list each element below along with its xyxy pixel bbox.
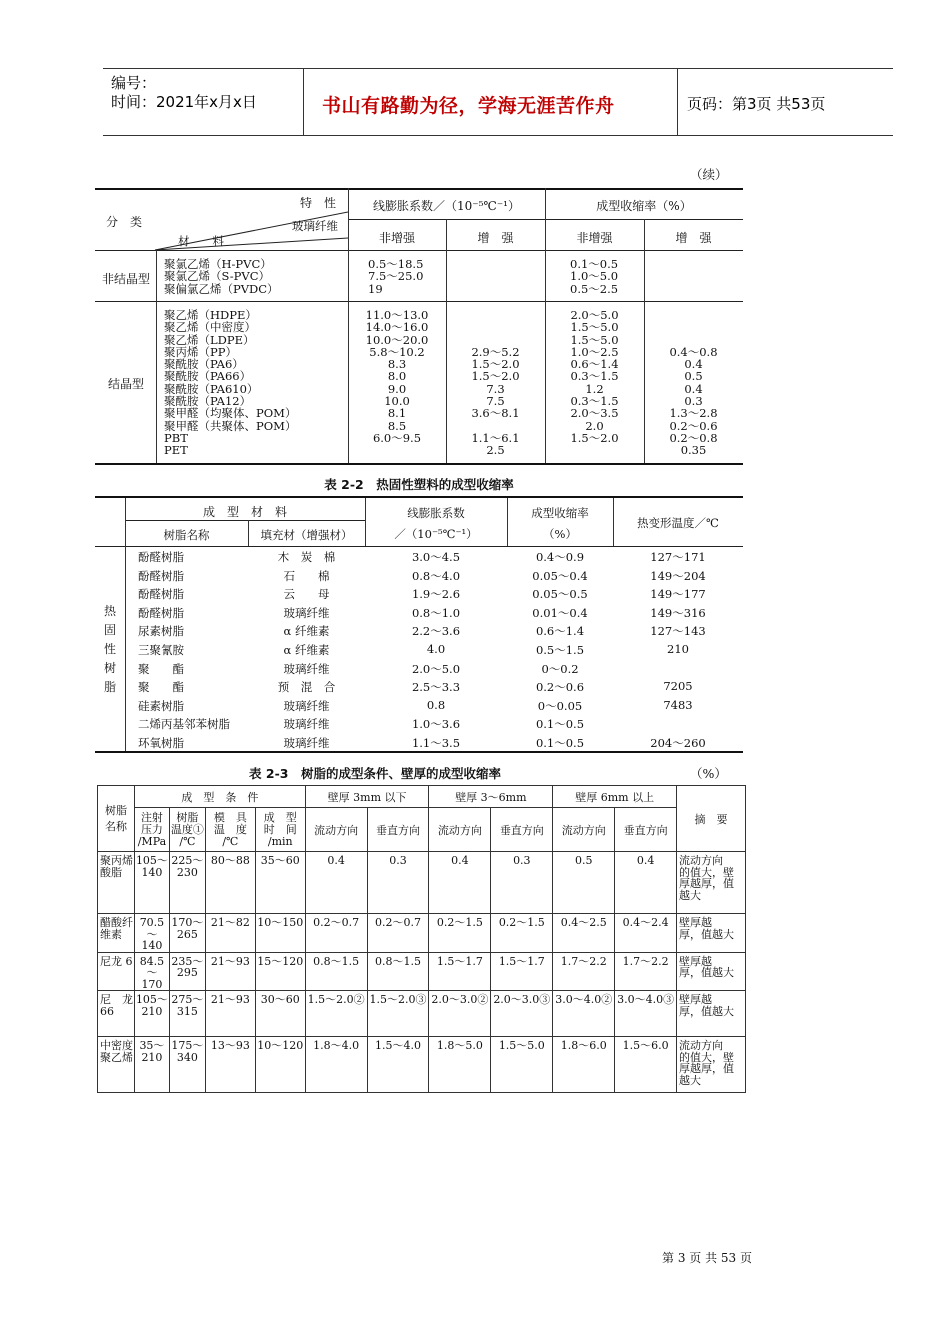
table2-cell-filler: α 纤维素 [283,643,330,657]
table2-cell-heat: 149～204 [650,568,706,583]
header-page-label: 页码：第3页 共53页 [687,95,826,113]
table3-cell-mtemp: 13～93 [205,1037,255,1093]
table3-cell-name: 尼龙 6 [98,952,135,991]
table3-h-flow-3: 流动方向 [553,808,615,852]
table2-cell-filler: 玻璃纤维 [283,698,330,713]
table2-cell-resin: 聚 酯 [138,680,184,695]
header-number-label: 编号： [111,74,157,92]
table2-cell-exp: 0.8～1.0 [411,605,461,620]
table2-cell-resin: 酚醛树脂 [138,550,184,564]
table1-corner-mid: 玻璃纤维 [292,219,338,233]
table2-cell-resin: 环氧树脂 [138,736,184,750]
table3-cell-f2: 2.0～3.0② [429,991,491,1037]
table1-corner-top: 特 性 [300,196,337,210]
table1-sub-exp-non: 非增强 [378,231,415,245]
table3-cell-f2: 0.4 [429,852,491,914]
table3-cell-p2: 1.5～5.0 [491,1037,553,1093]
table1-corner-left: 分 类 [106,215,143,229]
table1-materials-crystalline: 聚乙烯（HDPE） 聚乙烯（中密度） 聚乙烯（LDPE） 聚丙烯（PP） 聚酰胺（PA6） 聚酰胺（PA66） 聚酰胺（PA610） 聚酰胺（PA12） 聚甲醛（均聚体、POM） 聚甲醛（共聚体、POM） PBT PET [164,308,297,458]
table2-cell-shr: 0.05～0.4 [532,568,588,583]
table2-h-exp2: ／（10⁻⁵℃⁻¹） [394,527,478,541]
table1-group-rule [95,301,743,302]
table3-cell-time: 10～150 [255,914,305,953]
table2-h-exp1: 线膨胀系数 [407,506,465,520]
table-row [98,914,746,953]
header-time-label: 时间：2021年x月x日 [111,93,257,111]
table3-cell-f1: 1.8～4.0 [305,1037,367,1093]
table3-h-w3: 壁厚 6mm 以上 [553,786,677,808]
table2-cell-heat: 149～177 [650,587,706,602]
table2-caption: 表 2-2 热固性塑料的成型收缩率 [324,477,514,492]
table3-cell-f2: 0.2～1.5 [429,914,491,953]
table2-bottom-rule [95,751,743,753]
table2-cell-heat: 210 [667,642,689,656]
table2-cell-resin: 硅素树脂 [138,698,184,713]
table2-cell-filler: α 纤维素 [283,624,330,639]
table2-cell-filler: 玻璃纤维 [283,736,330,750]
table3-cell-rtemp: 275～ 315 [169,991,205,1037]
table3-cell-p1: 0.2～0.7 [367,914,429,953]
table3-body [98,852,746,1093]
table2-sub-rule [125,520,365,521]
table2-cell-resin: 酚醛树脂 [138,587,184,602]
table3-cell-f1: 1.5～2.0② [305,991,367,1037]
table2-cell-exp: 3.0～4.5 [411,550,461,564]
table3-cell-p3: 0.4 [615,852,677,914]
table3-cell-f3: 3.0～4.0② [553,991,615,1037]
table1-sub-exp-rein: 增 强 [477,231,514,245]
table2-header-rule [95,546,743,547]
table3-cell-name: 聚丙烯 酸脂 [98,852,135,914]
table3-cell-mtemp: 80～88 [205,852,255,914]
table1-shr-rein-crystalline: 0.4～0.8 0.4 0.5 0.4 0.3 1.3～2.8 0.2～0.6 0.2～0.8 0.35 [669,344,718,458]
table1-corner-bottom: 材 料 [178,234,224,248]
table2-cell-heat: 7483 [663,697,693,712]
header-top-rule [103,68,893,69]
table-row [98,1037,746,1093]
table3-cell-p3: 0.4～2.4 [615,914,677,953]
table3-h-pressure: 注射 压力 /MPa [134,808,169,852]
table3-h-w2: 壁厚 3～6mm [429,786,553,808]
table2-cell-heat: 127～143 [650,624,706,639]
table3-h-flow-1: 流动方向 [305,808,367,852]
table3-h-perp-1: 垂直方向 [367,808,429,852]
table1-shr-non-amorphous: 0.1～0.5 1.0～5.0 0.5～2.5 [570,257,619,296]
table2-cell-shr: 0.05～0.5 [532,587,588,602]
table-row [98,991,746,1037]
table3 [97,785,746,1093]
table2-h-material: 成 型 材 料 [202,505,287,519]
table2-cell-resin: 尿素树脂 [138,624,184,639]
header-motto: 书山有路勤为径，学海无涯苦作舟 [322,95,615,117]
table3-cell-time: 35～60 [255,852,305,914]
table3-cell-rtemp: 225～ 230 [169,852,205,914]
table2-cell-filler: 木 炭 棉 [277,550,336,564]
table3-cell-pressure: 70.5～ 140 [134,914,169,953]
footer-page: 第 3 页 共 53 页 [662,1251,752,1265]
table3-cell-p3: 1.5～6.0 [615,1037,677,1093]
table3-cell-p3: 1.7～2.2 [615,952,677,991]
table-row [98,852,746,914]
header-divider-1 [303,68,304,135]
table2-cell-exp: 1.1～3.5 [411,736,461,750]
table3-cell-name: 中密度 聚乙烯 [98,1037,135,1093]
table2-top-rule [95,496,743,498]
table3-cell-rtemp: 175～ 340 [169,1037,205,1093]
table2-cell-exp: 1.0～3.6 [411,717,461,732]
continued-label: （续） [690,167,728,182]
table2-cell-shr: 0.1～0.5 [535,717,585,732]
table2-cell-filler: 石 棉 [283,568,330,583]
table2-cell-shr: 0.5～1.5 [535,643,585,657]
table-row [98,952,746,991]
table3-cell-rtemp: 235～ 295 [169,952,205,991]
table1-v-cat [156,250,157,463]
table3-cell-note: 流动方向 的值大，壁 厚越厚，值 越大 [677,1037,746,1093]
table3-cell-f2: 1.8～5.0 [429,1037,491,1093]
table3-cell-f3: 1.7～2.2 [553,952,615,991]
table3-cell-name: 醋酸纤 维素 [98,914,135,953]
table3-cell-pressure: 84.5～ 170 [134,952,169,991]
table2-cell-filler: 云 母 [283,587,330,602]
table3-h-mold-temp: 模 具 温 度 /℃ [205,808,255,852]
table2-cell-heat: 149～316 [650,605,706,620]
table2-cell-filler: 玻璃纤维 [283,605,330,620]
table3-cell-p2: 1.5～1.7 [491,952,553,991]
table3-cell-f2: 1.5～1.7 [429,952,491,991]
table3-cell-mtemp: 21～82 [205,914,255,953]
table2-cell-exp: 2.2～3.6 [411,624,461,639]
table3-cell-pressure: 35～ 210 [134,1037,169,1093]
table3-h-resin: 树脂 名称 [98,786,135,852]
table1-exp-non-amorphous: 0.5～18.5 7.5～25.0 19 [368,257,424,296]
table3-h-perp-2: 垂直方向 [491,808,553,852]
table3-cell-time: 10～120 [255,1037,305,1093]
table2-cell-shr: 0～0.05 [537,698,583,713]
table3-h-flow-2: 流动方向 [429,808,491,852]
table2-h-shr2: （%） [543,527,577,541]
table3-cell-note: 壁厚越 厚，值越大 [677,914,746,953]
table2-cell-shr: 0.01～0.4 [532,605,588,620]
table1-h-expansion: 线膨胀系数／（10⁻⁵℃⁻¹） [373,199,520,213]
table3-cell-mtemp: 21～93 [205,952,255,991]
table3-cell-p1: 1.5～2.0③ [367,991,429,1037]
table3-cell-name: 尼 龙 66 [98,991,135,1037]
table3-cell-f1: 0.2～0.7 [305,914,367,953]
table2-h-heat: 热变形温度／℃ [637,516,719,530]
table2-cell-exp: 0.8 [426,697,446,712]
table2-cell-exp: 2.5～3.3 [411,680,461,695]
table2-cell-resin: 酚醛树脂 [138,568,184,583]
table3-cell-p2: 0.3 [491,852,553,914]
table2-cell-exp: 1.9～2.6 [411,587,461,602]
table1-category-crystalline: 结晶型 [108,377,145,391]
table3-cell-p1: 1.5～4.0 [367,1037,429,1093]
table1-bottom-rule [95,463,743,465]
table3-cell-p2: 2.0～3.0③ [491,991,553,1037]
table2-cell-exp: 4.0 [426,642,446,656]
table3-cell-f3: 0.5 [553,852,615,914]
table2-cell-shr: 0.1～0.5 [535,736,585,750]
table2-h-shr1: 成型收缩率 [531,506,589,520]
table2-cell-heat: 7205 [663,679,693,694]
table2-cell-heat: 127～171 [650,550,706,564]
table2-cell-exp: 0.8～4.0 [411,568,461,583]
table2-h-resin: 树脂名称 [163,528,210,542]
table2-cell-filler: 玻璃纤维 [283,661,330,676]
table3-h-w1: 壁厚 3mm 以下 [305,786,429,808]
table3-cell-rtemp: 170～ 265 [169,914,205,953]
table3-cell-time: 30～60 [255,991,305,1037]
table2-cell-shr: 0.4～0.9 [535,550,585,564]
table2-side-label: 热 固 性 树 脂 [103,604,116,694]
table2-h-filler: 填充材（增强材） [260,528,353,542]
table2-cell-exp: 2.0～5.0 [411,661,461,676]
table3-cell-p1: 0.8～1.5 [367,952,429,991]
table3-cell-pressure: 105～ 210 [134,991,169,1037]
table3-caption: 表 2-3 树脂的成型条件、壁厚的成型收缩率 [249,766,501,781]
table2-cell-filler: 预 混 合 [277,680,336,695]
table2-cell-resin: 二烯丙基邻苯树脂 [138,717,230,732]
table1-category-amorphous: 非结晶型 [102,272,151,286]
table3-cell-f1: 0.8～1.5 [305,952,367,991]
table1-exp-rein-crystalline: 2.9～5.2 1.5～2.0 1.5～2.0 7.3 7.5 3.6～8.1 1.1～6.1 2.5 [471,344,520,458]
table2-cell-shr: 0.2～0.6 [535,680,585,695]
table3-h-perp-3: 垂直方向 [615,808,677,852]
table1-sub-shr-rein: 增 强 [675,231,712,245]
table3-cell-p1: 0.3 [367,852,429,914]
table3-cell-f3: 1.8～6.0 [553,1037,615,1093]
table2-cell-shr: 0～0.2 [541,661,579,676]
table3-cell-note: 流动方向 的值大，壁 厚越厚，值 越大 [677,852,746,914]
table1-shr-non-crystalline: 2.0～5.0 1.5～5.0 1.5～5.0 1.0～2.5 0.6～1.4 0.3～1.5 1.2 0.3～1.5 2.0～3.5 2.0 1.5～2.0 [570,308,619,445]
table1-h-shrink: 成型收缩率（%） [596,199,692,213]
table3-cell-time: 15～120 [255,952,305,991]
table3-cell-note: 壁厚越 厚，值越大 [677,991,746,1037]
table2-cell-heat: 204～260 [650,736,706,750]
table3-cell-f3: 0.4～2.5 [553,914,615,953]
table2-cell-resin: 聚 酯 [138,661,184,676]
header-bottom-rule [103,135,893,136]
table3-cell-p3: 3.0～4.0③ [615,991,677,1037]
table3-cell-mtemp: 21～93 [205,991,255,1037]
table3-cell-note: 壁厚越 厚，值越大 [677,952,746,991]
table1-header-rule [95,250,743,251]
table2-cell-resin: 三聚氰胺 [138,643,184,657]
table3-h-resin-temp: 树脂 温度① /℃ [169,808,205,852]
table3-cell-f1: 0.4 [305,852,367,914]
table3-h-time: 成 型 时 间 /min [255,808,305,852]
table3-cell-pressure: 105～ 140 [134,852,169,914]
table2-cell-filler: 玻璃纤维 [283,717,330,732]
table1-sub-shr-non: 非增强 [576,231,613,245]
table3-cell-p2: 0.2～1.5 [491,914,553,953]
table2-cell-resin: 酚醛树脂 [138,605,184,620]
table2-cell-shr: 0.6～1.4 [535,624,585,639]
table3-h-note: 摘 要 [677,786,746,852]
header-divider-2 [677,68,678,135]
table3-h-conditions: 成 型 条 件 [134,786,305,808]
table3-unit: （%） [690,766,727,781]
table1-materials-amorphous: 聚氯乙烯（H-PVC） 聚氯乙烯（S-PVC） 聚偏氯乙烯（PVDC） [164,257,279,296]
table1-exp-non-crystalline: 11.0～13.0 14.0～16.0 10.0～20.0 5.8～10.2 8.3 8.0 9.0 10.0 8.1 8.5 6.0～9.5 [365,308,429,445]
